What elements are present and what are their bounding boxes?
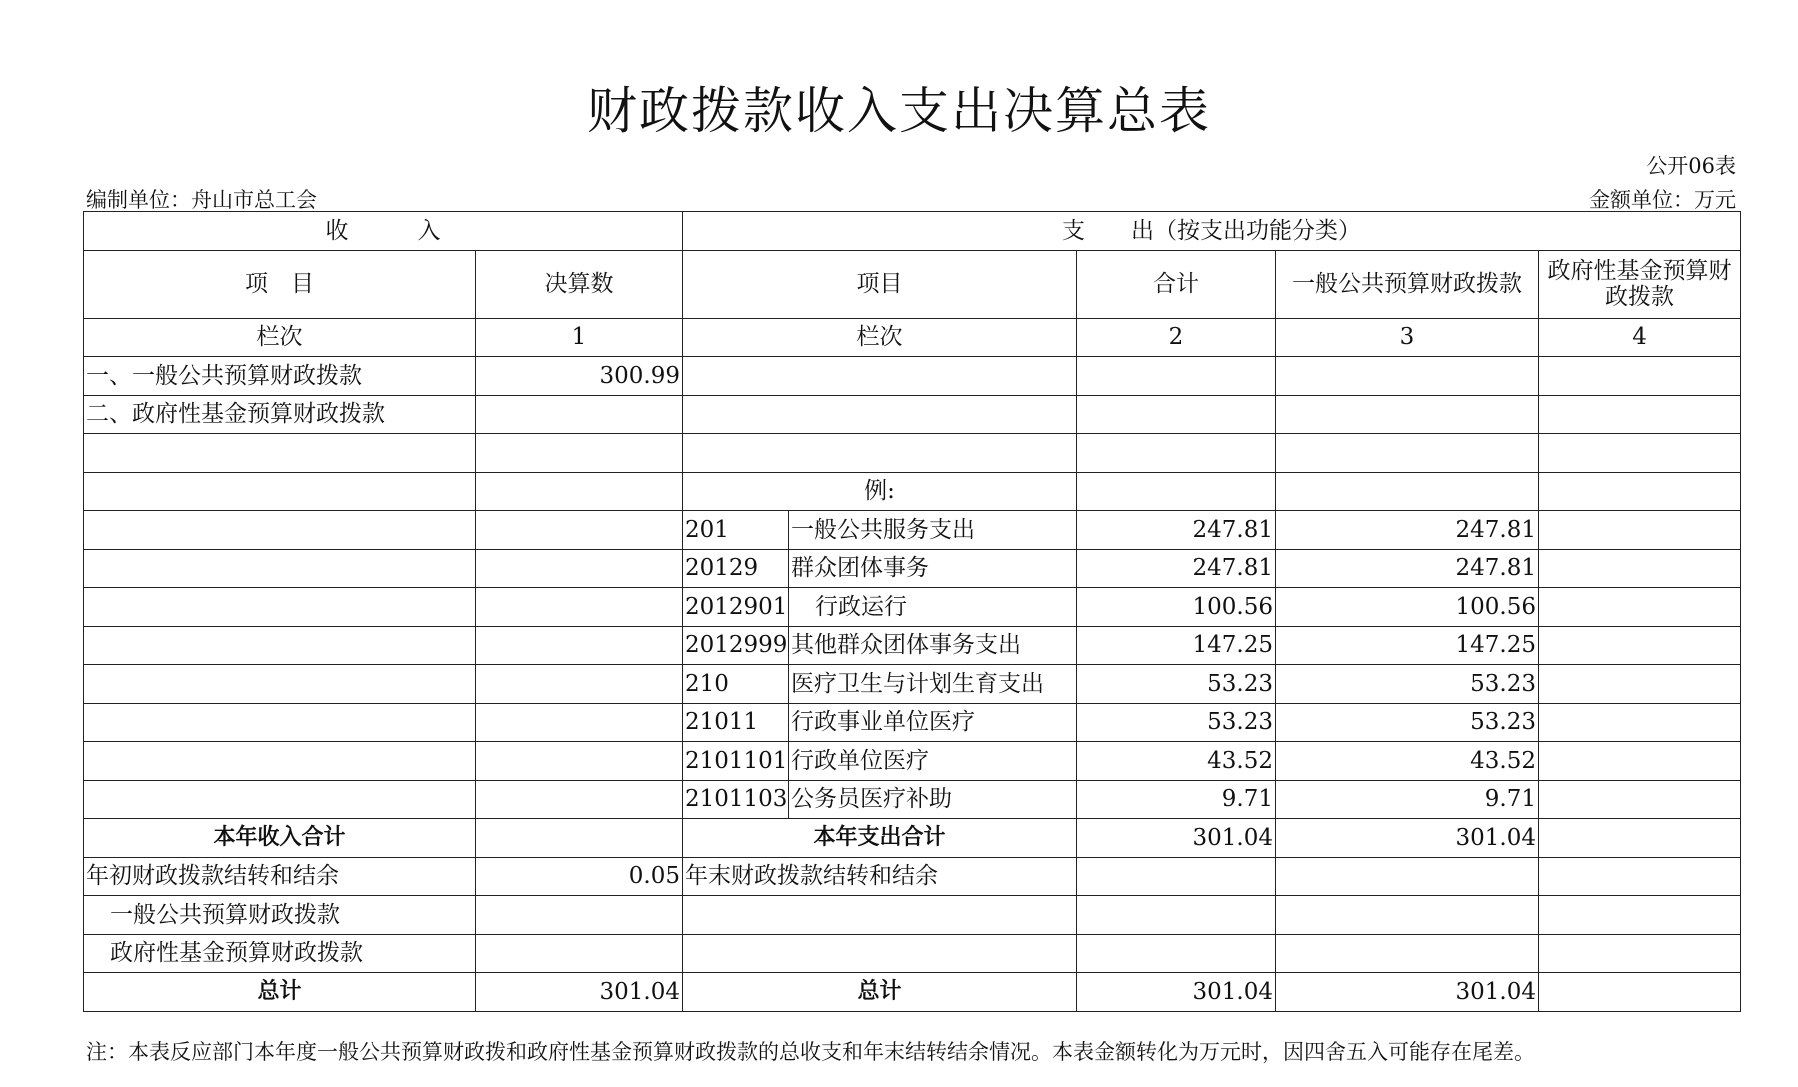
table-row [84, 511, 1741, 550]
expense-fund [1539, 549, 1741, 588]
expense-total: 9.71 [1077, 780, 1276, 819]
expense-general: 53.23 [1276, 703, 1539, 742]
expense-total: 147.25 [1077, 626, 1276, 665]
table-row [84, 472, 1741, 511]
table-row [84, 549, 1741, 588]
gov-fund-header: 政府性基金预算财政拨款 [1539, 250, 1741, 318]
year-income-total-value [476, 819, 683, 858]
expense-total: 247.81 [1077, 549, 1276, 588]
year-expense-general: 301.04 [1276, 819, 1539, 858]
expense-code: 2101101 [683, 742, 789, 781]
col-2: 2 [1077, 318, 1276, 357]
form-number: 公开06表 [1646, 154, 1736, 178]
table-row [84, 434, 1741, 473]
expense-general: 147.25 [1276, 626, 1539, 665]
end-balance-general [1276, 857, 1539, 896]
amount-unit: 金额单位：万元 [1589, 188, 1736, 212]
final-amount-header: 决算数 [476, 250, 683, 318]
expense-total: 43.52 [1077, 742, 1276, 781]
begin-general-label: 一般公共预算财政拨款 [84, 896, 476, 935]
total-header: 合计 [1077, 250, 1276, 318]
table-row [84, 357, 1741, 396]
expense-general: 100.56 [1276, 588, 1539, 627]
col-1: 1 [476, 318, 683, 357]
grand-total-expense-general: 301.04 [1276, 973, 1539, 1012]
grand-total-income-value: 301.04 [476, 973, 683, 1012]
expense-fund [1539, 780, 1741, 819]
expense-total: 100.56 [1077, 588, 1276, 627]
year-expense-fund [1539, 819, 1741, 858]
expense-fund [1539, 742, 1741, 781]
expense-name: 行政单位医疗 [789, 742, 1077, 781]
expense-total: 53.23 [1077, 703, 1276, 742]
expense-fund [1539, 588, 1741, 627]
income-label: 二、政府性基金预算财政拨款 [84, 395, 476, 434]
begin-fund-value [476, 934, 683, 973]
end-balance-total [1077, 857, 1276, 896]
exp-col-label: 栏次 [683, 318, 1077, 357]
table-row [84, 896, 1741, 935]
balance-row [84, 857, 1741, 896]
grand-total-row [84, 973, 1741, 1012]
expense-name: 行政事业单位医疗 [789, 703, 1077, 742]
col-4: 4 [1539, 318, 1741, 357]
income-value: 300.99 [476, 357, 683, 396]
grand-total-expense-fund [1539, 973, 1741, 1012]
expense-name: 一般公共服务支出 [789, 511, 1077, 550]
expense-total: 247.81 [1077, 511, 1276, 550]
general-budget-header: 一般公共预算财政拨款 [1276, 250, 1539, 318]
header-row-1 [84, 212, 1741, 251]
expense-general: 43.52 [1276, 742, 1539, 781]
expense-name: 医疗卫生与计划生育支出 [789, 665, 1077, 704]
begin-fund-label: 政府性基金预算财政拨款 [84, 934, 476, 973]
table-row [84, 703, 1741, 742]
end-balance-label: 年末财政拨款结转和结余 [683, 857, 1077, 896]
expense-total: 53.23 [1077, 665, 1276, 704]
expense-name: 行政运行 [789, 588, 1077, 627]
expense-fund [1539, 511, 1741, 550]
report-title: 财政拨款收入支出决算总表 [587, 82, 1211, 140]
begin-general-value [476, 896, 683, 935]
expense-general: 9.71 [1276, 780, 1539, 819]
begin-balance-value: 0.05 [476, 857, 683, 896]
grand-total-expense-label: 总计 [683, 973, 1077, 1012]
table-row [84, 626, 1741, 665]
year-total-row [84, 819, 1741, 858]
table-row [84, 588, 1741, 627]
begin-balance-label: 年初财政拨款结转和结余 [84, 857, 476, 896]
expense-fund [1539, 665, 1741, 704]
table-row [84, 742, 1741, 781]
expense-general: 53.23 [1276, 665, 1539, 704]
col-3: 3 [1276, 318, 1539, 357]
table-row [84, 934, 1741, 973]
income-label: 一、一般公共预算财政拨款 [84, 357, 476, 396]
example-label: 例: [683, 472, 1077, 511]
expense-fund [1539, 703, 1741, 742]
grand-total-income-label: 总计 [84, 973, 476, 1012]
income-header: 收 入 [84, 212, 683, 251]
table-row [84, 665, 1741, 704]
table-row [84, 780, 1741, 819]
column-index-row [84, 318, 1741, 357]
budget-table [83, 211, 1741, 1012]
expense-code: 2101103 [683, 780, 789, 819]
expense-name: 群众团体事务 [789, 549, 1077, 588]
header-row-2 [84, 250, 1741, 318]
col-label: 栏次 [84, 318, 476, 357]
income-value [476, 395, 683, 434]
grand-total-expense-total: 301.04 [1077, 973, 1276, 1012]
year-expense-total-label: 本年支出合计 [683, 819, 1077, 858]
expense-header: 支 出（按支出功能分类） [683, 212, 1741, 251]
expense-code: 21011 [683, 703, 789, 742]
expense-fund [1539, 626, 1741, 665]
expense-code: 20129 [683, 549, 789, 588]
expense-name: 其他群众团体事务支出 [789, 626, 1077, 665]
expense-general: 247.81 [1276, 549, 1539, 588]
expense-name: 公务员医疗补助 [789, 780, 1077, 819]
compiling-unit: 编制单位：舟山市总工会 [86, 188, 317, 212]
end-balance-fund [1539, 857, 1741, 896]
expense-item-header: 项目 [683, 250, 1077, 318]
footnote: 注：本表反应部门本年度一般公共预算财政拨和政府性基金预算财政拨款的总收支和年末结转结余情况。本表金额转化为万元时，因四舍五入可能存在尾差。 [86, 1040, 1535, 1064]
table-row [84, 395, 1741, 434]
expense-code: 201 [683, 511, 789, 550]
year-expense-total: 301.04 [1077, 819, 1276, 858]
expense-general: 247.81 [1276, 511, 1539, 550]
expense-code: 2012901 [683, 588, 789, 627]
expense-code: 210 [683, 665, 789, 704]
income-item-header: 项 目 [84, 250, 476, 318]
expense-code: 2012999 [683, 626, 789, 665]
year-income-total-label: 本年收入合计 [84, 819, 476, 858]
